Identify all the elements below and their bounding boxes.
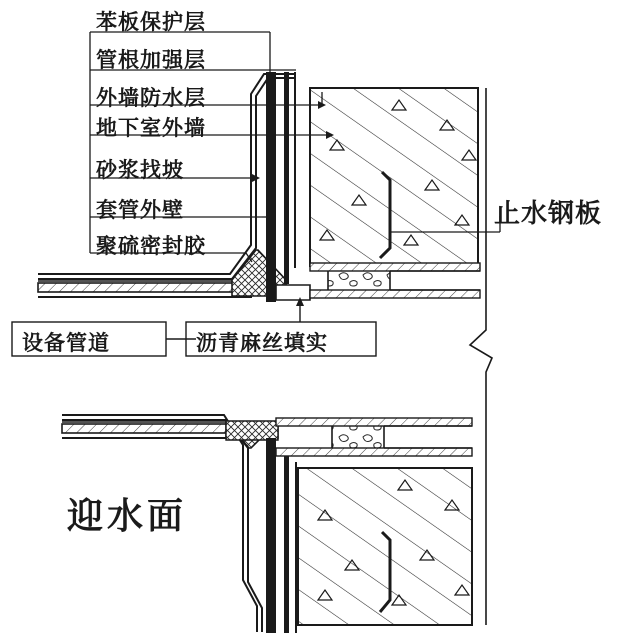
label-pipe-root-reinforcement-layer: 管根加强层 [96,48,206,72]
label-polysulfide-sealant: 聚硫密封胶 [96,234,206,258]
label-sleeve-outer-wall: 套管外壁 [96,198,184,222]
protective-layer-upper [38,281,252,297]
protective-layer-lower [62,422,246,438]
basement-exterior-wall-upper [310,88,478,266]
label-exterior-wall-waterproof-layer: 外墙防水层 [96,86,206,110]
label-mortar-slope: 砂浆找坡 [96,158,184,182]
label-asphalt-hemp-packing: 沥青麻丝填实 [196,331,328,355]
label-water-stop-steel-plate: 止水钢板 [494,199,603,229]
basement-exterior-wall-lower [298,468,472,625]
pipe-sleeve-upper [266,72,310,302]
label-equipment-pipe: 设备管道 [22,331,110,355]
label-basement-exterior-wall: 地下室外墙 [96,116,206,140]
label-water-facing-side: 迎水面 [67,496,188,537]
pipe-sleeve-lower [266,438,296,633]
label-foam-board-protective-layer: 苯板保护层 [96,10,206,34]
